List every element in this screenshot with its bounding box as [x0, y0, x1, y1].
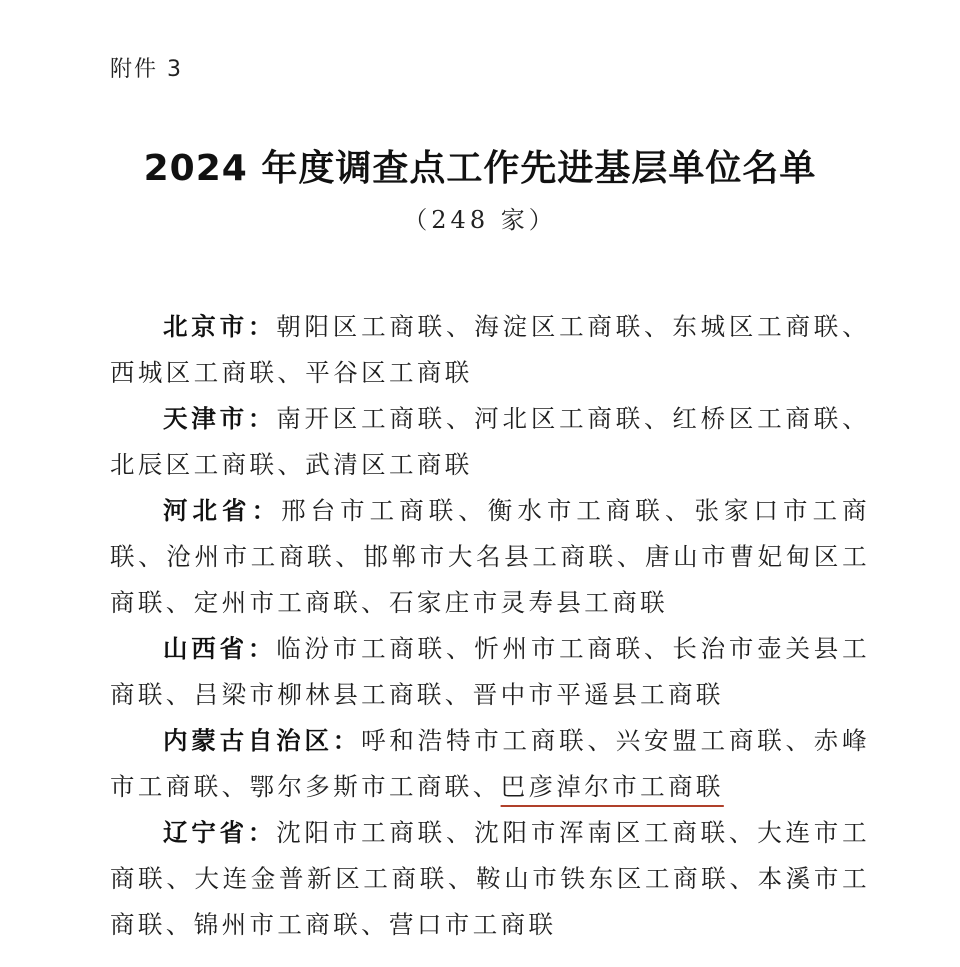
- unit-list: [110, 304, 870, 948]
- page-title: 2024 年度调查点工作先进基层单位名单: [143, 148, 817, 189]
- region-entry-beijing: [110, 304, 870, 396]
- region-entry-shanxi: [110, 626, 870, 718]
- region-units: 邢台市工商联、衡水市工商联、张家口市工商联、沧州市工商联、邯郸市大名县工商联、唐山市曹妃甸区工商联、定州市工商联、石家庄市灵寿县工商联: [110, 496, 870, 617]
- region-name: 内蒙古自治区：: [163, 726, 362, 755]
- region-entry-hebei: [110, 488, 870, 626]
- highlighted-unit: 巴彦淖尔市工商联: [500, 772, 724, 801]
- region-entry-liaoning: [110, 810, 870, 948]
- region-units: 呼和浩特市工商联、兴安盟工商联、赤峰市工商联、鄂尔多斯市工商联、: [110, 726, 870, 801]
- region-name: 河北省：: [163, 496, 282, 525]
- region-name: 天津市：: [163, 404, 277, 433]
- region-entry-tianjin: [110, 396, 870, 488]
- region-name: 山西省：: [163, 634, 277, 663]
- region-name: 辽宁省：: [163, 818, 277, 847]
- region-units: 南开区工商联、河北区工商联、红桥区工商联、北辰区工商联、武清区工商联: [110, 404, 870, 479]
- region-name: 北京市：: [163, 312, 277, 341]
- region-units: 沈阳市工商联、沈阳市浑南区工商联、大连市工商联、大连金普新区工商联、鞍山市铁东区工商联、本溪市工商联、锦州市工商联、营口市工商联: [110, 818, 870, 939]
- region-units: 朝阳区工商联、海淀区工商联、东城区工商联、西城区工商联、平谷区工商联: [110, 312, 870, 387]
- attachment-label: 附件 3: [110, 57, 183, 82]
- region-entry-inner-mongolia: [110, 718, 870, 810]
- region-units: 临汾市工商联、忻州市工商联、长治市壶关县工商联、吕梁市柳林县工商联、晋中市平遥县工商联: [110, 634, 870, 709]
- unit-count-subtitle: （248 家）: [403, 206, 557, 234]
